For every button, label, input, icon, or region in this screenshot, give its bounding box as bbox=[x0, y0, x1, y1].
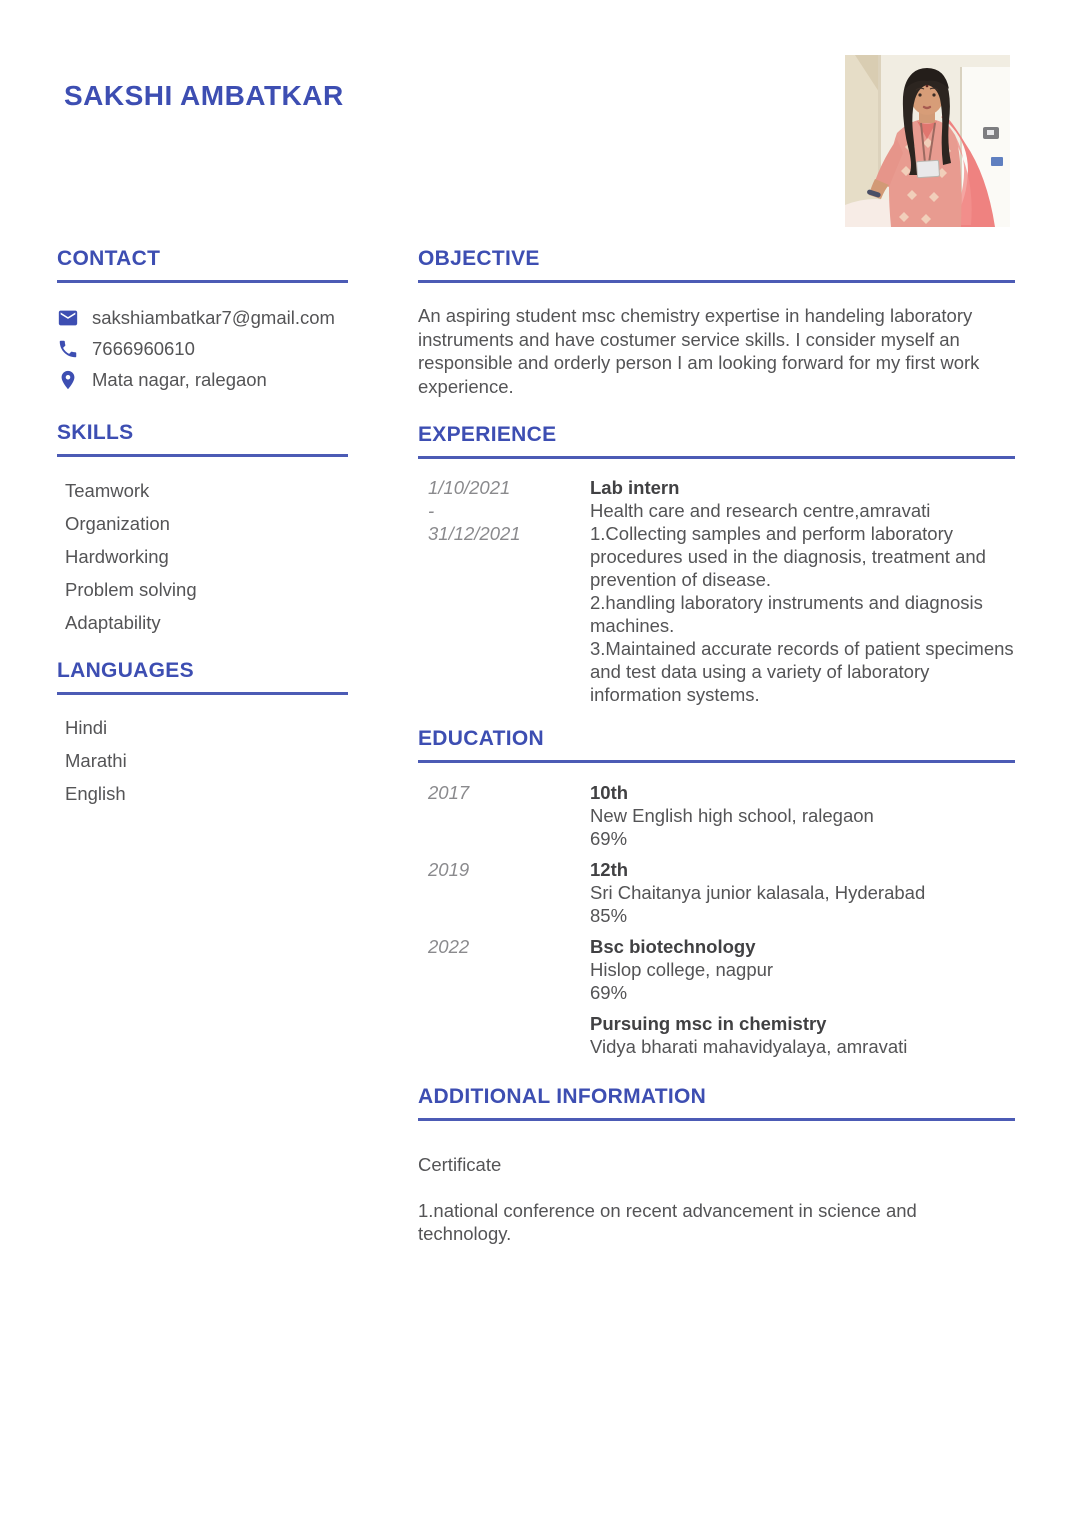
education-score: 69% bbox=[590, 982, 628, 1003]
language-item: Marathi bbox=[65, 750, 127, 771]
contact-item-location bbox=[57, 367, 348, 393]
skill-item: Teamwork bbox=[65, 480, 150, 501]
skill-item: Organization bbox=[65, 513, 170, 534]
additional-information-section bbox=[418, 1084, 1015, 1246]
experience-date-to: 31/12/2021 bbox=[428, 523, 521, 544]
experience-title: Lab intern bbox=[590, 477, 680, 498]
location-icon bbox=[57, 369, 79, 391]
education-title: Pursuing msc in chemistry bbox=[590, 1013, 827, 1034]
education-detail bbox=[590, 781, 1015, 850]
section-divider bbox=[57, 692, 348, 695]
contact-item-email bbox=[57, 305, 348, 331]
education-title: 12th bbox=[590, 859, 629, 880]
experience-entry bbox=[418, 476, 1015, 706]
education-school: New English high school, ralegaon bbox=[590, 805, 874, 826]
experience-dates bbox=[418, 476, 590, 706]
education-title: 10th bbox=[590, 782, 629, 803]
phone-icon bbox=[57, 338, 79, 360]
profile-photo-image bbox=[845, 55, 1010, 227]
skill-item: Problem solving bbox=[65, 579, 197, 600]
profile-photo bbox=[845, 55, 1010, 227]
education-year: 2022 bbox=[428, 936, 470, 957]
contact-location-value: Mata nagar, ralegaon bbox=[92, 369, 267, 390]
resume-columns bbox=[57, 246, 1015, 1246]
education-rows bbox=[418, 781, 1015, 1058]
skill-item: Hardworking bbox=[65, 546, 169, 567]
education-score: 69% bbox=[590, 828, 628, 849]
certificate-item: 1.national conference on recent advancement in science and technology. bbox=[418, 1199, 917, 1244]
right-column bbox=[418, 246, 1015, 1246]
contact-section bbox=[57, 246, 348, 393]
experience-heading: EXPERIENCE bbox=[418, 423, 557, 446]
section-divider bbox=[418, 280, 1015, 283]
education-year bbox=[418, 1012, 590, 1058]
skill-item: Adaptability bbox=[65, 612, 161, 633]
education-school: Sri Chaitanya junior kalasala, Hyderabad bbox=[590, 882, 926, 903]
additional-information-heading: ADDITIONAL INFORMATION bbox=[418, 1085, 707, 1108]
contact-heading: CONTACT bbox=[57, 247, 161, 270]
education-title: Bsc biotechnology bbox=[590, 936, 756, 957]
section-divider bbox=[418, 1118, 1015, 1121]
education-school: Vidya bharati mahavidyalaya, amravati bbox=[590, 1036, 908, 1057]
experience-detail-item: 1.Collecting samples and perform laboratory procedures used in the diagnosis, treatment and prevention of disease. bbox=[590, 523, 986, 590]
education-detail bbox=[590, 858, 1015, 927]
experience-details bbox=[590, 476, 1015, 706]
page-title: SAKSHI AMBATKAR bbox=[64, 80, 344, 111]
left-column bbox=[57, 246, 348, 1246]
education-entry bbox=[418, 781, 1015, 850]
contact-email-value: sakshiambatkar7@gmail.com bbox=[92, 307, 335, 328]
experience-date-from: 1/10/2021 bbox=[428, 477, 511, 498]
experience-detail-item: 3.Maintained accurate records of patient specimens and test data using a variety of laboratory information systems. bbox=[590, 638, 1014, 705]
education-entry bbox=[418, 1012, 1015, 1058]
education-detail bbox=[590, 935, 1015, 1004]
experience-date-separator: - bbox=[428, 500, 435, 521]
experience-detail-item: 2.handling laboratory instruments and diagnosis machines. bbox=[590, 592, 983, 636]
objective-section bbox=[418, 246, 1015, 398]
languages-section bbox=[57, 658, 348, 810]
objective-text: An aspiring student msc chemistry expertise in handeling laboratory instruments and have costumer service skills. I consider myself an responsible and orderly person I am looking forward for my first work experience. bbox=[418, 305, 980, 397]
contact-list bbox=[57, 305, 348, 393]
email-icon bbox=[57, 307, 79, 329]
section-divider bbox=[57, 454, 348, 457]
section-divider bbox=[418, 456, 1015, 459]
education-detail bbox=[590, 1012, 1015, 1058]
languages-heading: LANGUAGES bbox=[57, 659, 194, 682]
education-section bbox=[418, 726, 1015, 1058]
objective-heading: OBJECTIVE bbox=[418, 247, 540, 270]
education-school: Hislop college, nagpur bbox=[590, 959, 774, 980]
education-entry bbox=[418, 935, 1015, 1004]
experience-organization: Health care and research centre,amravati bbox=[590, 500, 931, 521]
contact-phone-value: 7666960610 bbox=[92, 338, 195, 359]
skills-section bbox=[57, 420, 348, 639]
contact-item-phone bbox=[57, 336, 348, 362]
education-score: 85% bbox=[590, 905, 628, 926]
section-divider bbox=[57, 280, 348, 283]
skills-heading: SKILLS bbox=[57, 421, 134, 444]
education-heading: EDUCATION bbox=[418, 727, 544, 750]
education-entry bbox=[418, 858, 1015, 927]
education-year: 2017 bbox=[428, 782, 470, 803]
certificate-label: Certificate bbox=[418, 1154, 502, 1175]
section-divider bbox=[418, 760, 1015, 763]
skills-list bbox=[57, 474, 348, 639]
language-item: Hindi bbox=[65, 717, 108, 738]
experience-section bbox=[418, 422, 1015, 706]
education-year: 2019 bbox=[428, 859, 470, 880]
languages-list bbox=[57, 711, 348, 810]
language-item: English bbox=[65, 783, 126, 804]
